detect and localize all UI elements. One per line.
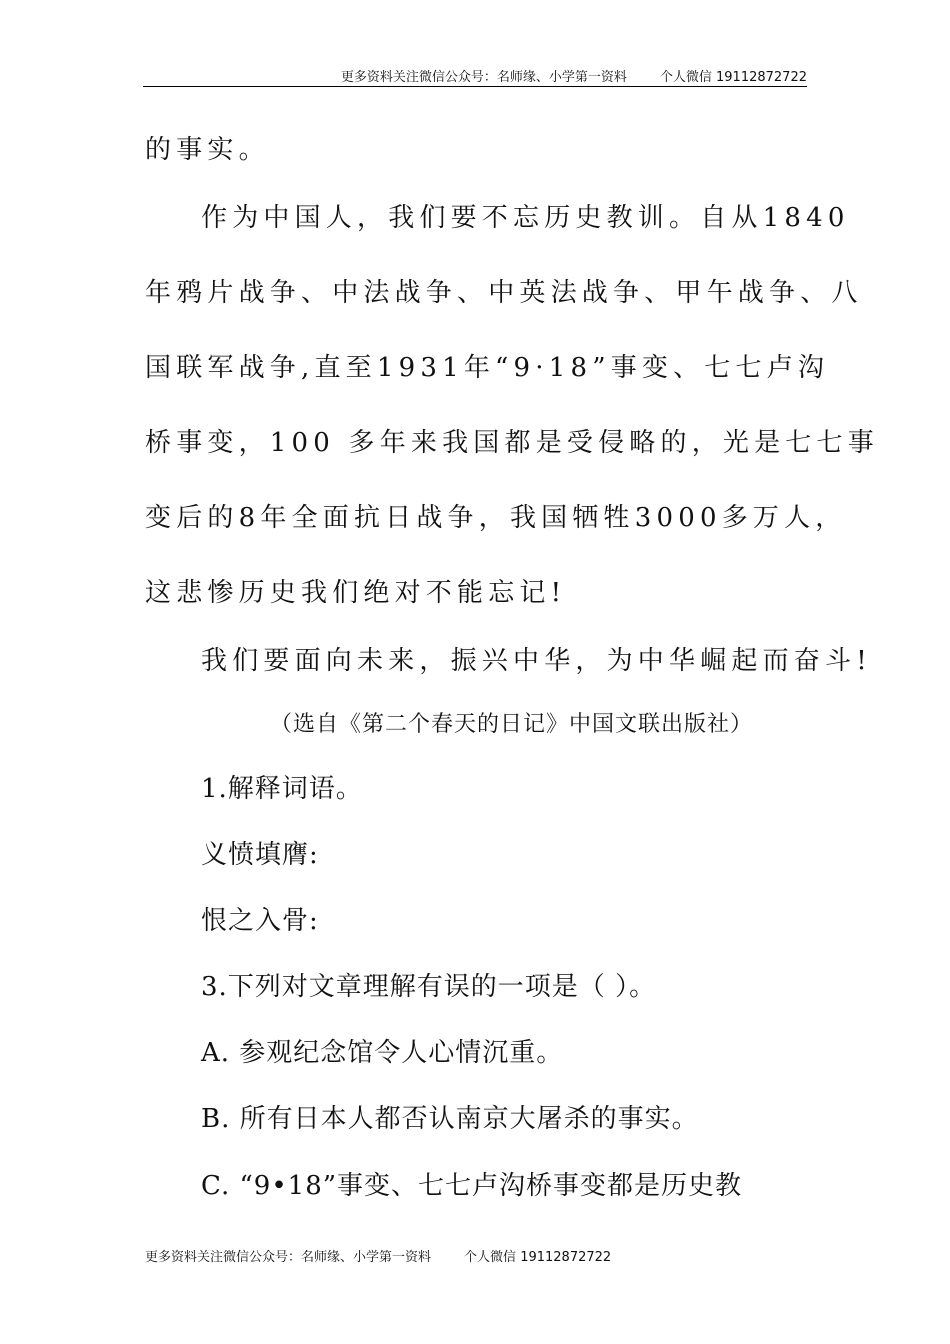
term-2: 恨之入骨: xyxy=(201,906,319,936)
body-line-5: 桥事变，100 多年来我国都是受侵略的，光是七七事 xyxy=(145,428,879,458)
question-3: 3.下列对文章理解有误的一项是（ ）。 xyxy=(201,972,657,1002)
source-citation: （选自《第二个春天的日记》中国文联出版社） xyxy=(270,712,754,737)
option-c: C. “9•18”事变、七七卢沟桥事变都是历史教 xyxy=(201,1171,743,1201)
header-divider xyxy=(143,86,807,87)
body-line-4: 国联军战争,直至1931年“9·18”事变、七七卢沟 xyxy=(145,353,830,383)
question-1: 1.解释词语。 xyxy=(201,774,363,804)
page-header: 更多资料关注微信公众号：名师缘、小学第一资料 个人微信 19112872722 xyxy=(340,70,807,85)
body-line-6: 变后的8年全面抗日战争，我国牺牲3000多万人， xyxy=(145,503,847,533)
term-1: 义愤填膺: xyxy=(201,840,319,870)
body-line-2: 作为中国人，我们要不忘历史教训。自从1840 xyxy=(201,203,850,233)
body-line-8: 我们要面向未来，振兴中华，为中华崛起而奋斗! xyxy=(201,646,872,676)
page-footer: 更多资料关注微信公众号：名师缘、小学第一资料 个人微信 19112872722 xyxy=(145,1250,612,1265)
body-line-1: 的事实。 xyxy=(145,135,270,165)
option-a: A. 参观纪念馆令人心情沉重。 xyxy=(201,1038,564,1068)
body-line-7: 这悲惨历史我们绝对不能忘记! xyxy=(145,578,567,608)
body-line-3: 年鸦片战争、中法战争、中英法战争、甲午战争、八 xyxy=(145,278,863,308)
option-b: B. 所有日本人都否认南京大屠杀的事实。 xyxy=(201,1104,699,1134)
